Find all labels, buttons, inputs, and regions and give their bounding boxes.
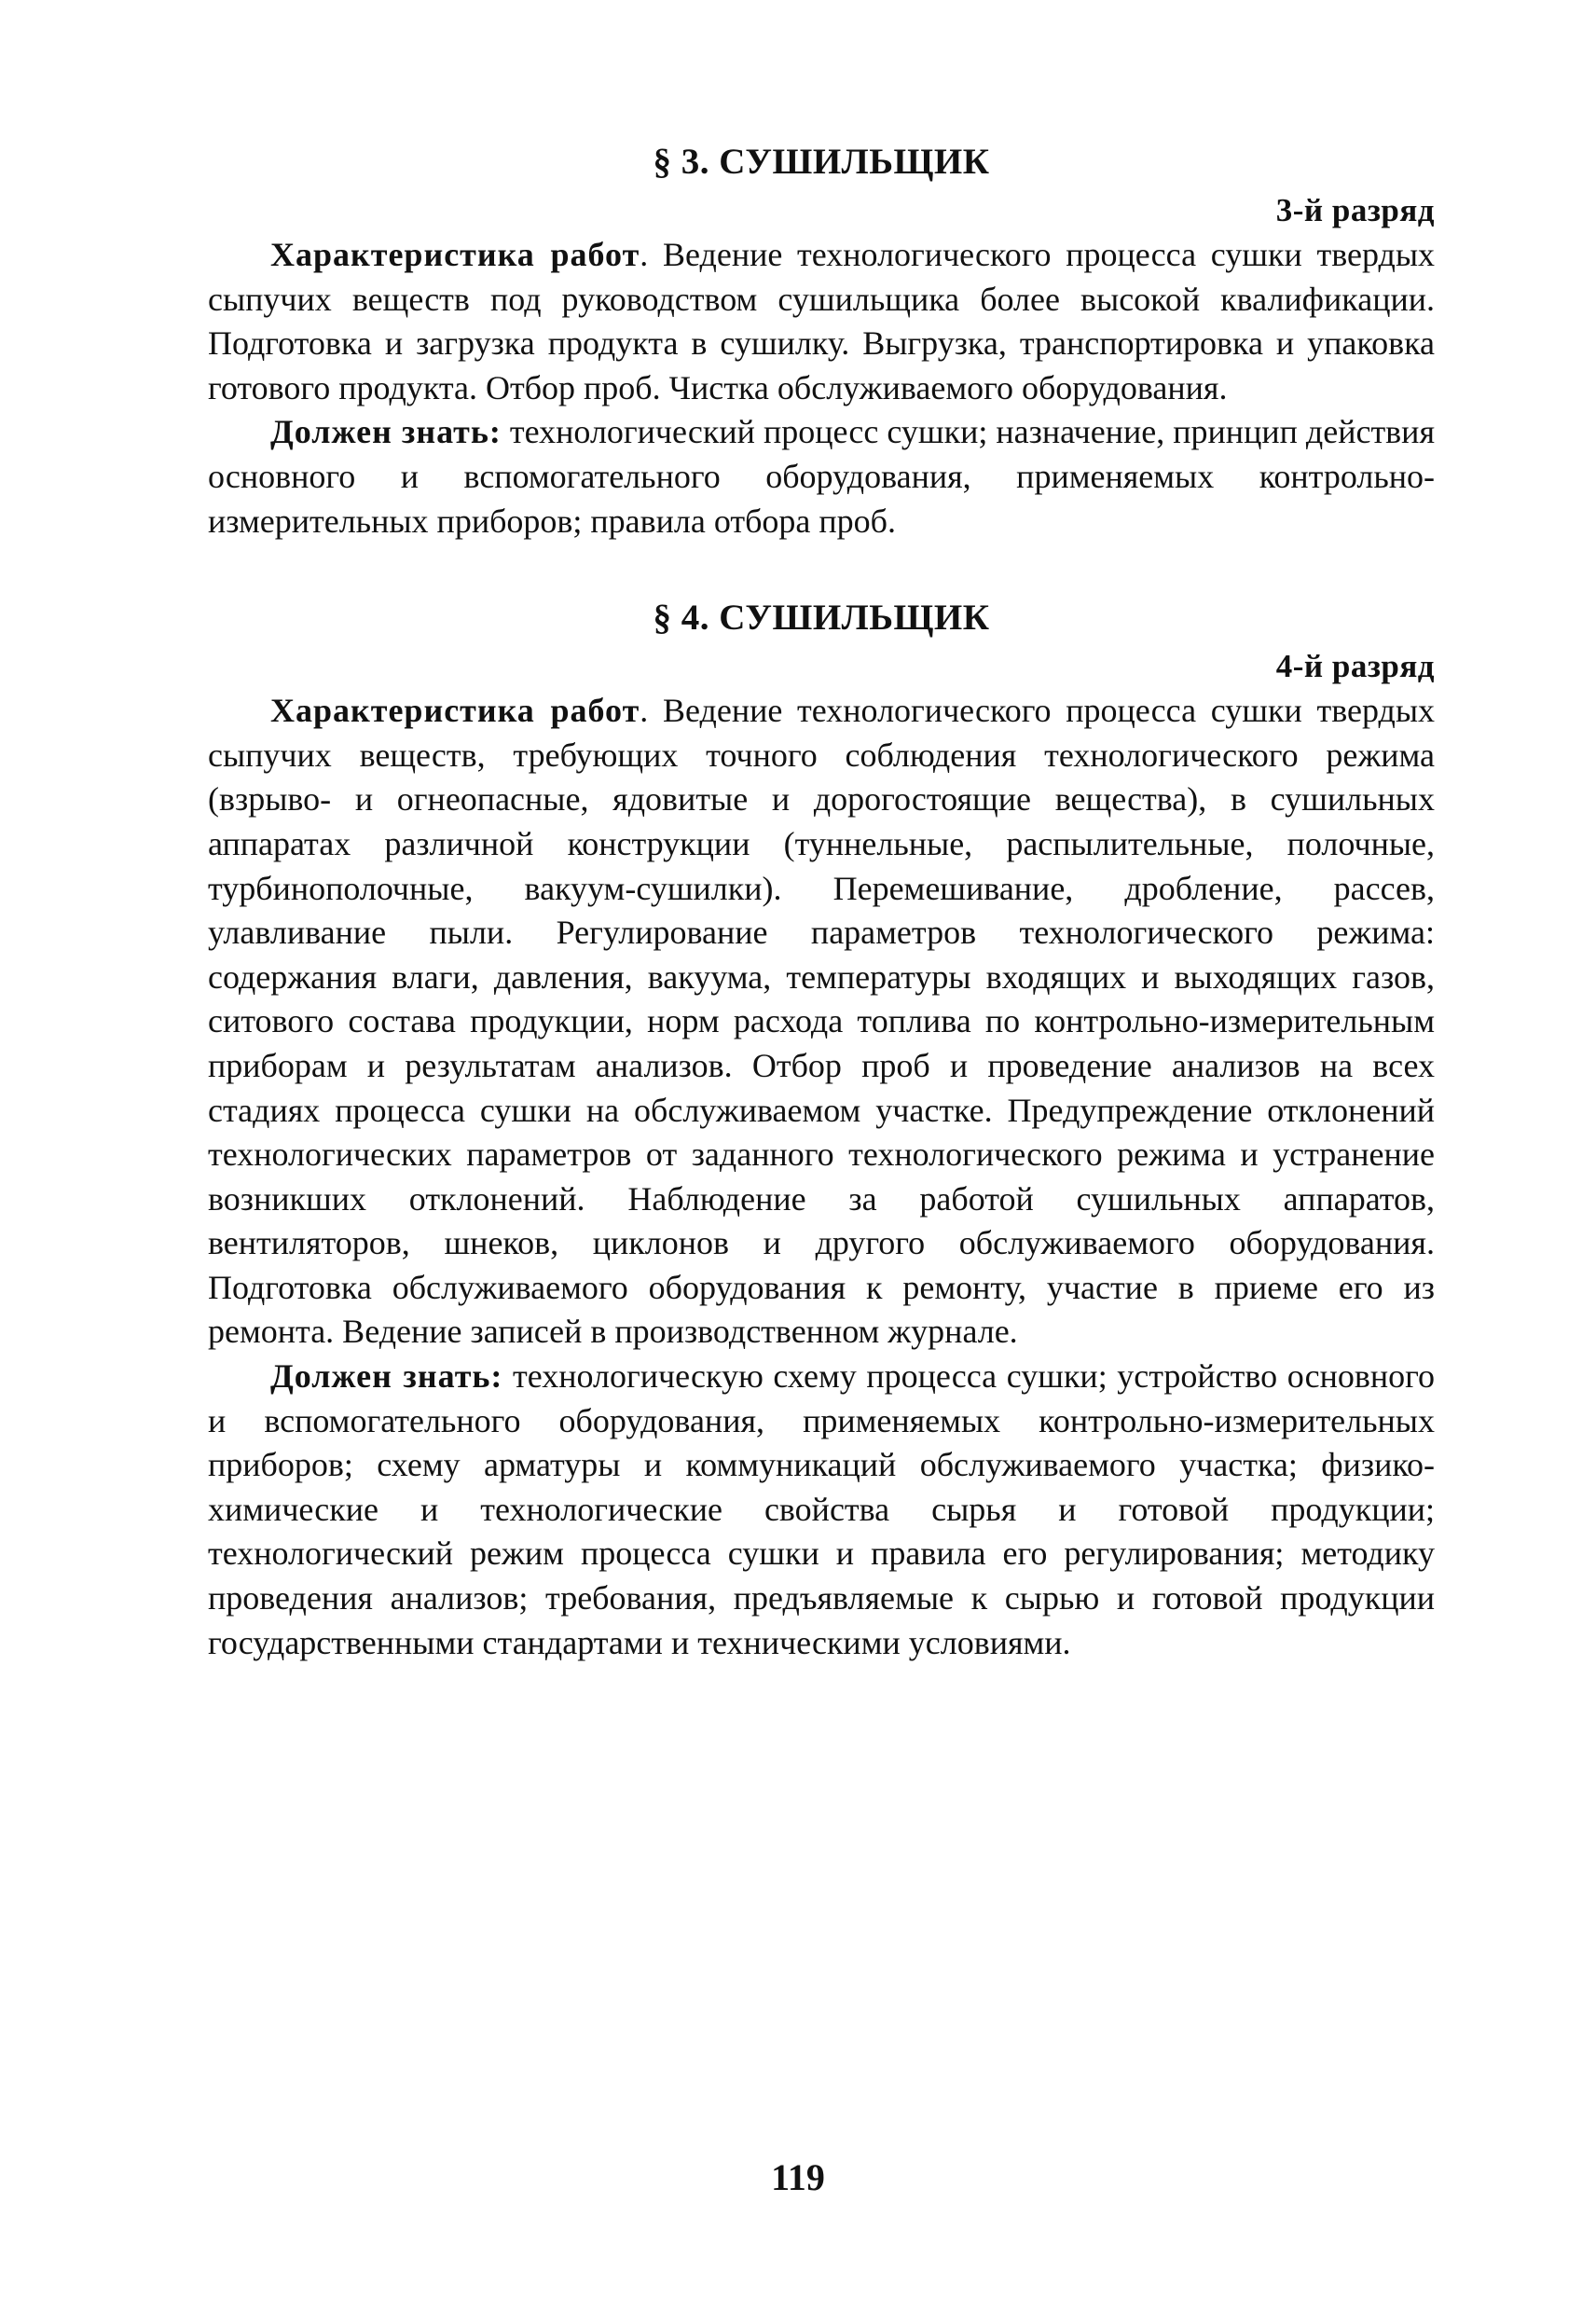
knowledge-paragraph xyxy=(208,410,1435,544)
page-number: 119 xyxy=(771,2156,825,2198)
characteristics-label: Характеристика работ xyxy=(270,236,640,273)
knowledge-label: Должен знать: xyxy=(270,413,502,451)
grade-label: 4-й разряд xyxy=(1275,648,1435,685)
characteristics-text: . Ведение технологического процесса сушки твердых сыпучих веществ, требующих точного соблюдения технологического режима (взрыво- и огнеопасные, ядовитые и дорогостоящие вещества), в сушильных аппаратах различной конструкции (туннельные, распылительные, полочные, турбинополочные, вакуум-сушилки). Перемешивание, дробление, рассев, улавливание пыли. Регулирование параметров технологического режима: содержания влаги, давления, вакуума, температуры входящих и выходящих газов, ситового состава продукции, норм расхода топлива по контрольно-измерительным приборам и результатам анализов. Отбор проб и проведение анализов на всех стадиях процесса сушки на обслуживаемом участке. Предупреждение отклонений технологических параметров от заданного технологического режима и устранение возникших отклонений. Наблюдение за работой сушильных аппаратов, вентиляторов, шнеков, циклонов и другого обслуживаемого оборудования. Подготовка обслуживаемого оборудования к ремонту, участие в приеме его из ремонта. Ведение записей в производственном журнале. xyxy=(208,692,1436,1351)
characteristics-paragraph xyxy=(208,233,1435,410)
knowledge-paragraph xyxy=(208,1355,1435,1665)
knowledge-text: технологический процесс сушки; назначение, принцип действия основного и вспомогательного оборудования, применяемых контрольно-измерительных приборов; правила отбора проб. xyxy=(208,413,1436,540)
characteristics-paragraph xyxy=(208,689,1435,1355)
knowledge-label: Должен знать: xyxy=(270,1357,503,1396)
section-4 xyxy=(208,596,1435,1665)
characteristics-text: . Ведение технологического процесса сушки твердых сыпучих веществ под руководством сушильщика более высокой квалификации. Подготовка и загрузка продукта в сушилку. Выгрузка, транспортировка и упаковка готового продукта. Отбор проб. Чистка обслуживаемого оборудования. xyxy=(208,236,1436,406)
knowledge-text: технологическую схему процесса сушки; устройство основного и вспомогательного оборудования, применяемых контрольно-измерительных приборов; схему арматуры и коммуникаций обслуживаемого участка; физико-химические и технологические свойства сырья и готовой продукции; технологический режим процесса сушки и правила его регулирования; методику проведения анализов; требования, предъявляемые к сырью и готовой продукции государственными стандартами и техническими условиями. xyxy=(208,1357,1436,1661)
section-3 xyxy=(208,140,1435,544)
section-heading: § 3. СУШИЛЬЩИК xyxy=(653,142,990,182)
grade-label: 3-й разряд xyxy=(1275,192,1435,228)
page-content xyxy=(208,140,1435,1665)
section-heading: § 4. СУШИЛЬЩИК xyxy=(653,598,990,639)
characteristics-label: Характеристика работ xyxy=(270,692,640,730)
